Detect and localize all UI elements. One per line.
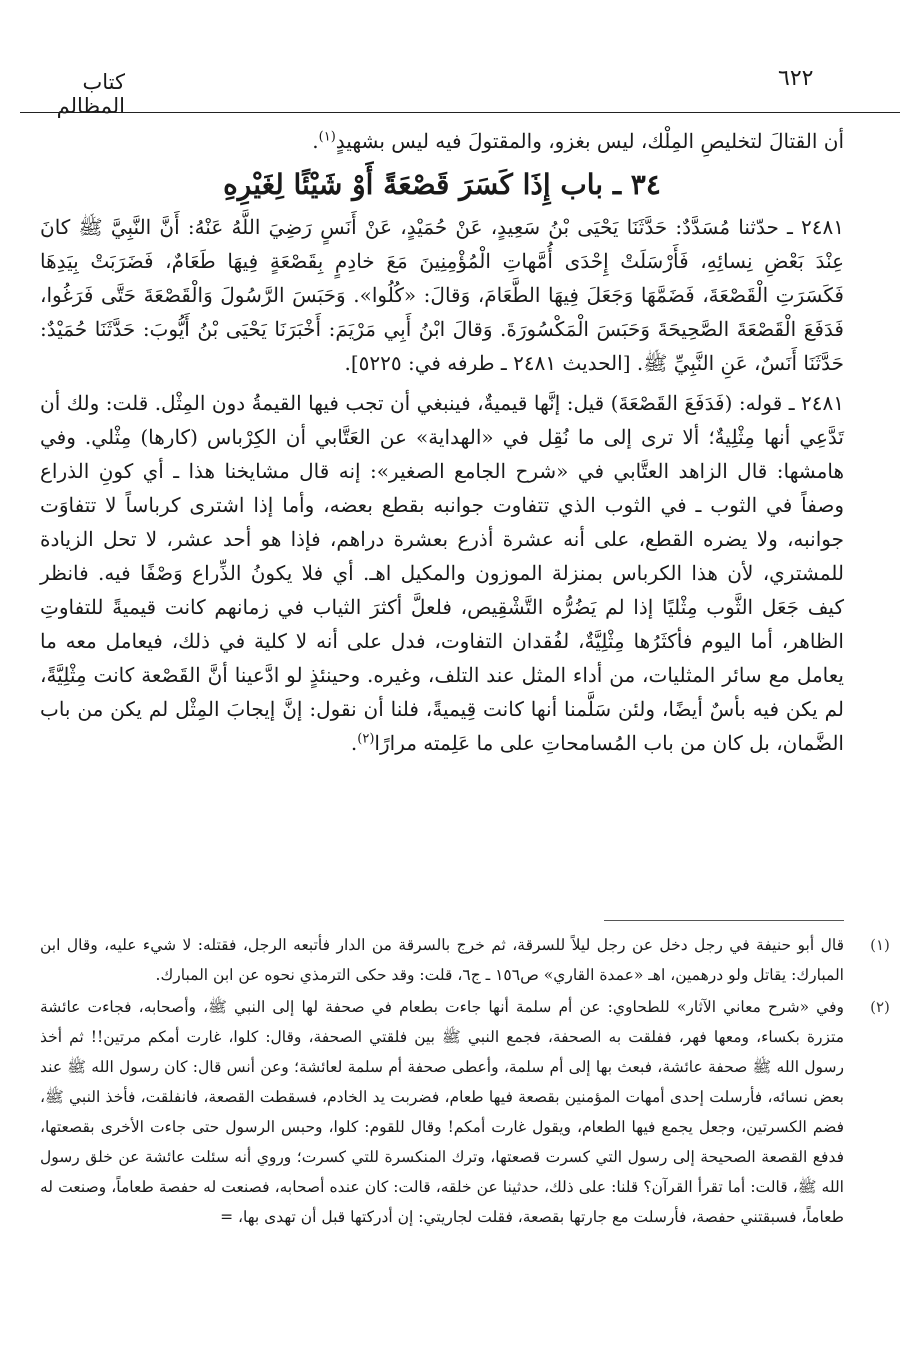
- commentary-end: .: [350, 731, 358, 755]
- commentary-paragraph: [40, 386, 844, 760]
- intro-text: أن القتالَ لتخليصِ المِلْك، ليس بغزو، والمقتولَ فيه ليس بشهيدٍ: [335, 129, 844, 153]
- intro-end: .: [312, 129, 319, 153]
- page-number: ٦٢٢: [778, 66, 814, 91]
- footnote-separator: [604, 920, 844, 921]
- footnote-number: (٢): [870, 998, 890, 1016]
- commentary-text: ٢٤٨١ ـ قوله: (فَدَفَعَ القَصْعَةَ) قيل: إنَّها قيميةٌ، فينبغي أن تجب فيها القيمةُ دون المِثْل. قلت: ولك أن تَدَّعِي أنها مِثْلِيةٌ؛ ألا ترى إلى ما نُقِل في «الهداية» عن العَتَّابي أن الكِرْباس (كارها) مِثْلي. وفي هامشها: قال الزاهد العتَّابي في «شرح الجامع الصغير»: إنه قال مشايخنا هذا ـ أي كونِ الذراع وصفاً في الثوب ـ في الثوب الذي تتفاوت جوانبه بقطع بعضه، وأما إذا اشترى كرباساً لا تتفاوَت جوانبه، ولا يضره القطع، على أنه عشرة أذرع بعشرة دراهم، فإذا هو أحد عشر، لا تحل الزيادة للمشتري، لأن هذا الكرباس بمنزلة الموزون والمكيل اهـ. أي فلا يكونُ الذِّراع وَصْفًا فيه. فانظر كيف جَعَل الثَّوب مِثْليًا إذا لم يَضُرُّه التَّشْقِيص، فلعلَّ أكثرَ الثياب في زمانهم كانت قيميةً للتفاوتِ الظاهر، أما اليوم فأكثَرُها مِثْلِيَّةٌ، لفُقدان التفاوت، فدل على أنه لا كلية في ذلك، فيعامل معه ما يعامل مع سائر المثليات، من أداء المثل عند التلف، وغيره. وحينئذٍ لو ادَّعينا أنَّ القَصْعة كانت مِثْلِيَّةً، لم يكن فيه بأسٌ أيضًا، ولئن سَلَّمنا أنها كانت قِيميةً، فلنا أن نقول: إنَّ إيجابَ المِثْل لم يكن من باب الضَّمان، بل كان من باب المُسامحاتِ على ما عَلِمته مرارًا: [40, 391, 844, 755]
- footnote-number: (١): [870, 936, 890, 954]
- footnote-2: [40, 992, 890, 1232]
- footnote-ref-2[interactable]: (٢): [357, 731, 375, 747]
- header-rule: [20, 112, 900, 113]
- running-header-title: كتاب المظالم: [56, 70, 125, 118]
- footnote-text: قال أبو حنيفة في رجل دخل عن رجل ليلاً للسرقة، ثم خرج بالسرقة من الدار فأتبعه الرجل، فقتله: لا شيء عليه، وقال ابن المبارك: يقاتل ولو درهمين، اهـ «عمدة القاري» ص١٥٦ ـ ج٦، قلت: وقد حكى الترمذي نحوه عن ابن المبارك.: [40, 936, 844, 984]
- main-text: [40, 124, 844, 760]
- footnote-1: [40, 930, 890, 990]
- chapter-title: ٣٤ ـ باب إِذَا كَسَرَ قَصْعَةً أَوْ شَيْئًا لِغَيْرِهِ: [223, 168, 661, 201]
- footnotes: [40, 930, 890, 1234]
- intro-paragraph: [40, 124, 844, 158]
- hadith-text: ٢٤٨١ ـ حدّثنا مُسَدَّدٌ: حَدَّثَنَا يَحْيَى بْنُ سَعِيدٍ، عَنْ حُمَيْدٍ، عَنْ أَنَسٍ رَضِيَ اللَّهُ عَنْهُ: أَنَّ النَّبِيَّ ﷺ كانَ عِنْدَ بَعْضِ نِسائِهِ، فَأَرْسَلَتْ إِحْدَى أُمَّهاتِ الْمُؤْمِنِينَ مَعَ خادِمٍ بِقَصْعَةٍ فِيهَا طَعَامٌ، فَضَرَبَتْ بِيَدِهَا فَكَسَرَتِ الْقَصْعَةَ، فَضَمَّهَا وَجَعَلَ فِيهَا الطَّعَامَ، وَقالَ: «كُلُوا». وَحَبَسَ الرَّسُولَ وَالْقَصْعَةَ حَتَّى فَرَغُوا، فَدَفَعَ الْقَصْعَةَ الصَّحِيحَةَ وَحَبَسَ الْمَكْسُورَةَ. وَقالَ ابْنُ أَبِي مَرْيَمَ: أَخْبَرَنَا يَحْيَى بْنُ أَيُّوبَ: حَدَّثَنَا حُمَيْدٌ: حَدَّثَنَا أَنَسٌ، عَنِ النَّبِيِّ ﷺ. [الحديث ٢٤٨١ ـ طرفه في: ٥٢٢٥].: [40, 215, 845, 375]
- footnote-text: وفي «شرح معاني الآثار» للطحاوي: عن أم سلمة أنها جاءت بطعام في صحفة لها إلى النبي ﷺ، وأصحابه، فجاءت عائشة متزرة بكساء، ومعها فهر، ففلقت به الصحفة، فجمع النبي ﷺ بين فلقتي الصحفة، وقال: كلوا، غارت أمكم مرتين!! ثم أخذ رسول الله ﷺ صحفة عائشة، فبعث بها إلى أم سلمة، وأعطى صحفة أم سلمة لعائشة؛ وعن أنس قال: كان رسول الله ﷺ عند بعض نسائه، فأرسلت إحدى أمهات المؤمنين بقصعة فيها طعام، فضربت يد الخادم، فسقطت القصعة، فانفلقت، فأخذ النبي ﷺ، فضم الكسرتين، وجعل يجمع فيها الطعام، ويقول غارت أمكم! وقال للقوم: كلوا، وحبس الرسول حتى جاءت الأخرى بقصعتها، فدفع القصعة الصحيحة إلى رسول التي كسرت قصعتها، وترك المنكسرة للتي كسرت؛ وروي أنه سئلت عائشة عن خلق رسول الله ﷺ، قالت: أما تقرأ القرآن؟ قلنا: على ذلك، حدثينا عن خلقه، قالت: كان عنده أصحابه، فصنعت له حفصة طعاماً، وصنعت له طعاماً، فسبقتني حفصة، فأرسلت مع جارتها بقصعة، فقلت لجاريتي: إن أدركتها قبل أن تهدى بها، =: [40, 998, 844, 1226]
- footnote-ref-1[interactable]: (١): [318, 129, 336, 145]
